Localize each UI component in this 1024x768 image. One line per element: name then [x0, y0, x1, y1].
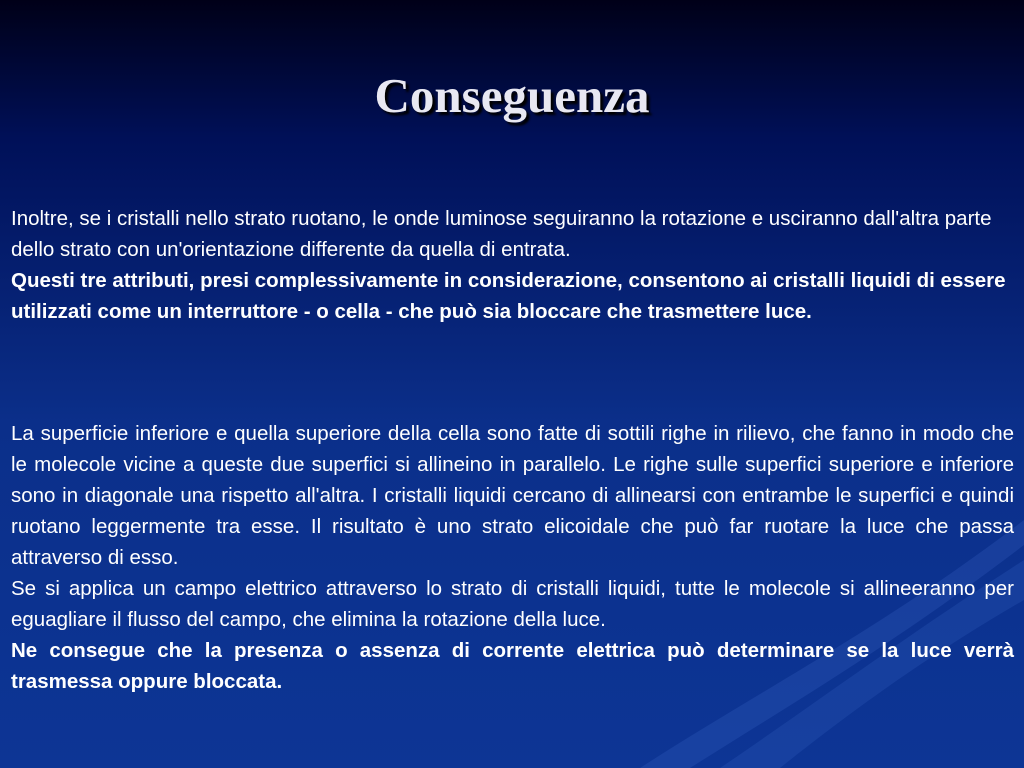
paragraph-surfaces: La superficie inferiore e quella superiore della cella sono fatte di sottili righe in rilievo, che fanno in modo che le molecole vicine a queste due superfici si allineino in parallelo. Le righe sulle superfici superiore e inferiore sono in diagonale una rispetto all'altra. I cristalli liquidi cercano di allinearsi con entrambe le superfici e quindi ruotano leggermente tra esse. Il risultato è uno strato elicoidale che può far ruotare la luce che passa attraverso di esso.: [11, 422, 1014, 569]
text-block-1: [11, 203, 1014, 327]
text-block-2: [11, 418, 1014, 697]
slide-title: Conseguenza: [374, 68, 650, 123]
paragraph-rotation: Inoltre, se i cristalli nello strato ruotano, le onde luminose seguiranno la rotazione e usciranno dall'altra parte dello strato con un'orientazione differente da quella di entrata.: [11, 207, 992, 261]
paragraph-conclusion-bold: Ne consegue che la presenza o assenza di corrente elettrica può determinare se la luce verrà trasmessa oppure bloccata.: [11, 639, 1014, 693]
paragraph-attributes-bold: Questi tre attributi, presi complessivamente in considerazione, consentono ai cristalli liquidi di essere utilizzati come un interruttore - o cella - che può sia bloccare che trasmettere luce.: [11, 269, 1006, 323]
paragraph-electric-field: Se si applica un campo elettrico attraverso lo strato di cristalli liquidi, tutte le molecole si allineeranno per eguagliare il flusso del campo, che elimina la rotazione della luce.: [11, 577, 1014, 631]
